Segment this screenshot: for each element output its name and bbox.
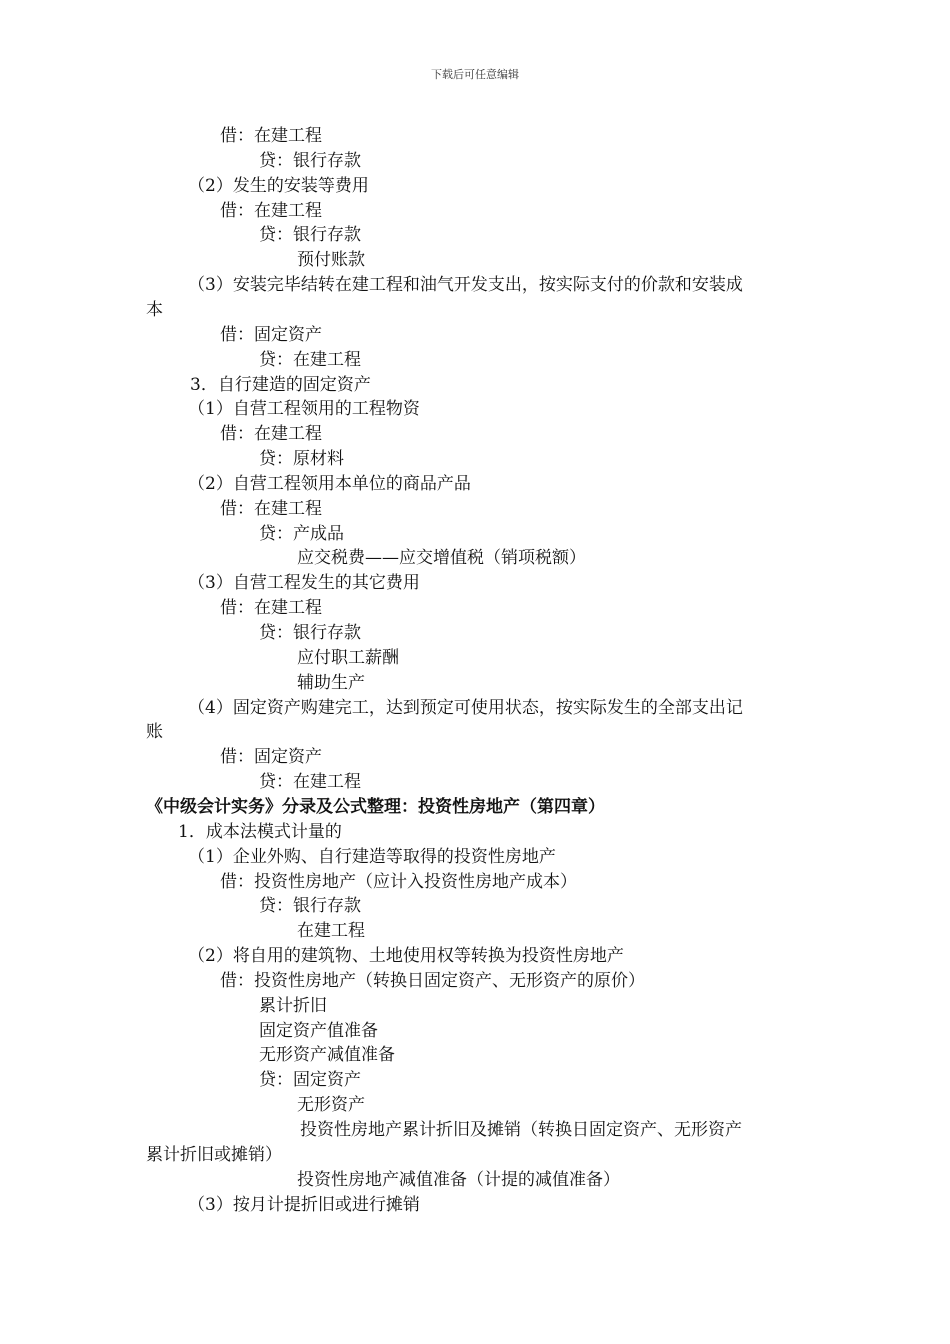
text-line: 固定资产值准备 xyxy=(259,1020,378,1041)
text-line: 无形资产减值准备 xyxy=(259,1045,395,1066)
text-line: 贷：在建工程 xyxy=(259,772,361,793)
text-line: （2）将自用的建筑物、土地使用权等转换为投资性房地产 xyxy=(188,946,624,967)
text-line: 借：在建工程 xyxy=(220,126,322,146)
text-line: 贷：固定资产 xyxy=(259,1070,361,1091)
text-line: （4）固定资产购建完工，达到预定可使用状态，按实际发生的全部支出记 xyxy=(188,697,743,718)
text-line: 账 xyxy=(146,722,163,743)
text-line: 无形资产 xyxy=(297,1095,365,1116)
text-line: 投资性房地产累计折旧及摊销（转换日固定资产、无形资产 xyxy=(300,1120,742,1140)
text-line: 贷：银行存款 xyxy=(259,623,361,643)
text-line: 借：在建工程 xyxy=(220,498,322,519)
text-line: （2）发生的安装等费用 xyxy=(188,175,369,196)
text-line: （3）自营工程发生的其它费用 xyxy=(188,573,420,594)
text-line: 累计折旧 xyxy=(259,995,327,1016)
text-line: 累计折旧或摊销） xyxy=(146,1144,282,1165)
text-line: 3．自行建造的固定资产 xyxy=(190,374,371,395)
text-line: 贷：银行存款 xyxy=(259,896,361,917)
text-line: 借：固定资产 xyxy=(220,747,322,768)
text-line: 投资性房地产减值准备（计提的减值准备） xyxy=(297,1169,620,1190)
text-line: （3）按月计提折旧或进行摊销 xyxy=(188,1194,420,1215)
text-line: 1．成本法模式计量的 xyxy=(178,821,342,842)
text-line: （3）安装完毕结转在建工程和油气开发支出，按实际支付的价款和安装成 xyxy=(188,275,743,296)
text-line: 在建工程 xyxy=(297,921,365,942)
text-line: 贷：银行存款 xyxy=(259,225,361,246)
text-line: 贷：在建工程 xyxy=(259,349,361,370)
text-line: 贷：银行存款 xyxy=(259,150,361,171)
text-line: 借：在建工程 xyxy=(220,424,322,445)
text-line: 借：投资性房地产（转换日固定资产、无形资产的原价） xyxy=(220,970,645,991)
text-line: 借：在建工程 xyxy=(220,598,322,619)
text-line: （1）企业外购、自行建造等取得的投资性房地产 xyxy=(188,846,556,867)
text-line: 贷：产成品 xyxy=(259,523,344,544)
text-line: 本 xyxy=(146,299,163,320)
text-line: （2）自营工程领用本单位的商品产品 xyxy=(188,473,471,494)
text-line: 应付职工薪酬 xyxy=(297,647,399,668)
page-header: 下载后可任意编辑 xyxy=(431,68,519,81)
text-line: 应交税费——应交增值税（销项税额） xyxy=(297,548,586,569)
text-line: 借：固定资产 xyxy=(220,324,322,345)
text-line: 借：在建工程 xyxy=(220,200,322,221)
text-line: 贷：原材料 xyxy=(259,449,344,470)
text-line: 预付账款 xyxy=(297,250,365,271)
text-line: （1）自营工程领用的工程物资 xyxy=(188,399,420,420)
text-line: 辅助生产 xyxy=(297,672,365,693)
section-heading: 《中级会计实务》分录及公式整理：投资性房地产（第四章） xyxy=(146,796,605,817)
text-line: 借：投资性房地产（应计入投资性房地产成本） xyxy=(220,871,577,892)
